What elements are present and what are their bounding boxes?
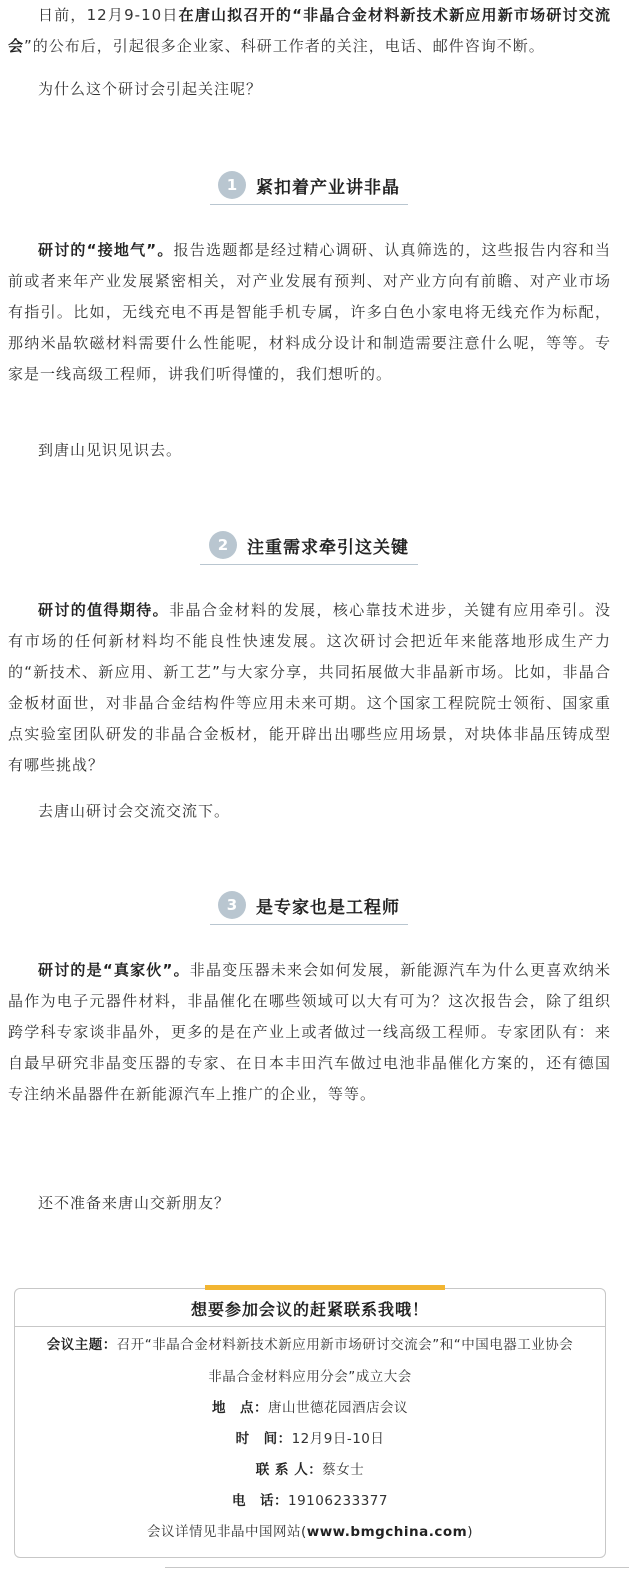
intro-date-text: 日前，12月9-10日 xyxy=(38,6,179,24)
section-1-underline xyxy=(210,204,408,205)
website-suffix: ) xyxy=(467,1524,474,1540)
contact-box-title: 想要参加会议的赶紧联系我哦！ xyxy=(190,1300,429,1319)
website-prefix: 会议详情见非晶中国网站( xyxy=(146,1524,307,1540)
section-1-title: 紧扣着产业讲非晶 xyxy=(256,177,400,198)
intro-paragraph xyxy=(8,0,611,62)
section-1-after: 到唐山见识见识去。 xyxy=(38,441,183,459)
section-3-number-badge: 3 xyxy=(218,891,246,919)
place-row xyxy=(15,1396,605,1416)
section-2-after: 去唐山研讨会交流交流下。 xyxy=(38,802,231,820)
theme-row-1 xyxy=(15,1333,605,1353)
contact-label: 联 系 人： xyxy=(255,1462,323,1478)
contact-row xyxy=(15,1458,605,1478)
contact-value: 蔡女士 xyxy=(322,1462,365,1478)
section-1-heading xyxy=(210,165,408,205)
place-value: 唐山世德花园酒店会议 xyxy=(268,1400,408,1416)
intro-quote-open: “非晶合金材料新技术新应用新市场研讨交流会 xyxy=(8,6,611,55)
website-link[interactable]: www.bmgchina.com xyxy=(306,1524,468,1540)
accent-bar xyxy=(205,1285,445,1290)
section-1-body: 报告选题都是经过精心调研、认真筛选的，这些报告内容和当前或者来年产业发展紧密相关，对产业发展有预判、对产业方向有前瞻、对产业市场有指引。比如，无线充电不再是智能手机专属，许多白色小家电将无线充作为标配，那纳米晶软磁材料需要什么性能呢，材料成分设计和制造需要注意什么呢，等等。专家是一线高级工程师，讲我们听得懂的，我们想听的。 xyxy=(8,241,611,383)
section-2-heading xyxy=(200,525,418,565)
section-1-paragraph xyxy=(8,235,611,390)
theme-value-line1: 召开“非晶合金材料新技术新应用新市场研讨交流会”和“中国电器工业协会 xyxy=(116,1337,574,1353)
intro-location-text: 在唐山拟召开的 xyxy=(178,6,293,24)
website-row xyxy=(15,1520,605,1540)
time-value: 12月9日-10日 xyxy=(291,1431,385,1447)
section-1-lead: 研讨的“接地气”。 xyxy=(38,241,174,259)
phone-label: 电 话： xyxy=(232,1493,288,1509)
closing-question: 还不准备来唐山交新朋友？ xyxy=(38,1194,231,1212)
section-3-body: 非晶变压器未来会如何发展，新能源汽车为什么更喜欢纳米晶作为电子元器件材料，非晶催化在哪些领域可以大有可为？这次报告会，除了组织跨学科专家谈非晶外，更多的是在产业上或者做过一线高级工程师。专家团队有：来自最早研究非晶变压器的专家、在日本丰田汽车做过电池非晶催化方案的，还有德国专注纳米晶器件在新能源汽车上推广的企业，等等。 xyxy=(8,961,611,1103)
section-3-title: 是专家也是工程师 xyxy=(256,897,400,918)
time-label: 时 间： xyxy=(235,1431,292,1447)
time-row xyxy=(15,1427,605,1447)
section-2-body: 非晶合金材料的发展，核心靠技术进步，关键有应用牵引。没有市场的任何新材料均不能良性快速发展。这次研讨会把近年来能落地形成生产力的“新技术、新应用、新工艺”与大家分享，共同拓展做大非晶新市场。比如，非晶合金板材面世，对非晶合金结构件等应用未来可期。这个国家工程院院士领衔、国家重点实验室团队研发的非晶合金板材，能开辟出出哪些应用场景，对块体非晶压铸成型有哪些挑战？ xyxy=(8,601,611,774)
phone-row xyxy=(15,1489,605,1509)
theme-row-2: 非晶合金材料应用分会”成立大会 xyxy=(208,1369,412,1385)
phone-value: 19106233377 xyxy=(288,1493,388,1509)
section-3-lead: 研讨的是“真家伙”。 xyxy=(38,961,190,979)
section-2-lead: 研讨的值得期待。 xyxy=(38,601,170,619)
section-2-title: 注重需求牵引这关键 xyxy=(247,537,409,558)
section-3-paragraph xyxy=(8,955,611,1110)
section-3-underline xyxy=(210,924,408,925)
section-1-number-badge: 1 xyxy=(218,171,246,199)
section-3-heading xyxy=(210,885,408,925)
section-2-underline xyxy=(200,564,418,565)
section-2-number-badge: 2 xyxy=(209,531,237,559)
intro-question: 为什么这个研讨会引起关注呢？ xyxy=(38,80,263,98)
theme-label: 会议主题： xyxy=(46,1337,117,1353)
section-2-paragraph xyxy=(8,595,611,781)
bottom-divider xyxy=(165,1567,629,1568)
intro-rest-text: ”的公布后，引起很多企业家、科研工作者的关注，电话、邮件咨询不断。 xyxy=(24,37,545,55)
place-label: 地 点： xyxy=(212,1400,268,1416)
contact-info-box xyxy=(14,1288,606,1558)
contact-box-divider xyxy=(15,1326,605,1327)
